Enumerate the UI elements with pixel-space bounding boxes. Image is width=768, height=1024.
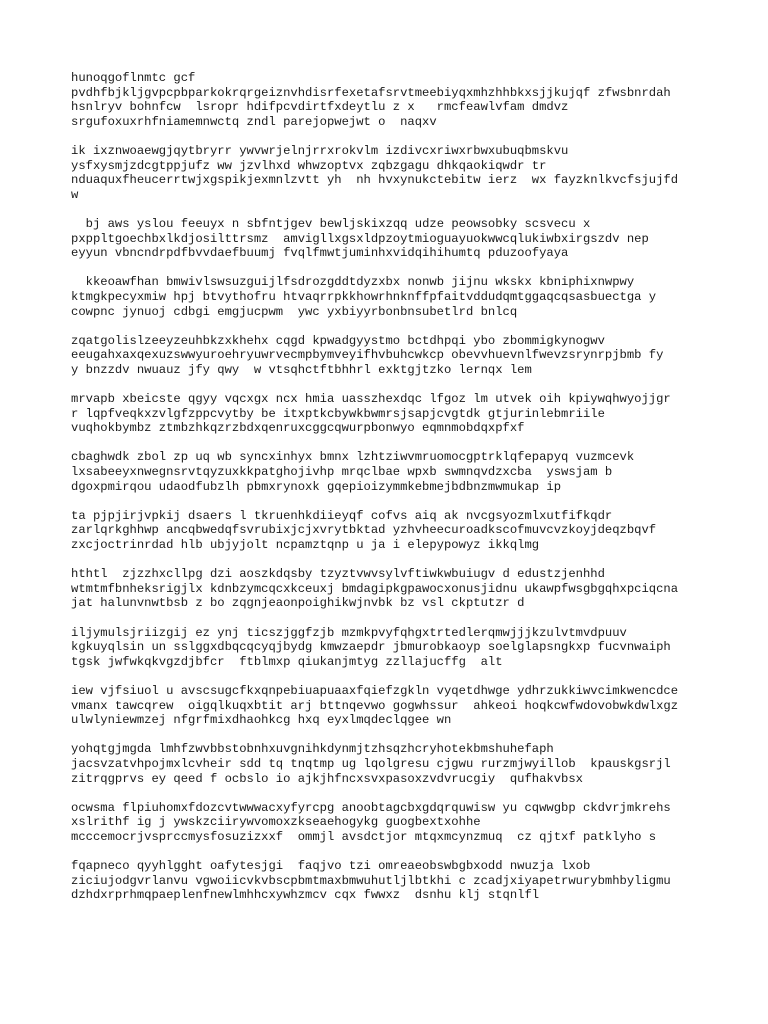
document-page — [71, 71, 711, 917]
paragraph-6: mrvapb xbeicste qgyy vqcxgx ncx hmia uasszhexdqc lfgoz lm utvek oih kpiywqhwyojjgr r lqpfveqkxzvlgfzppcvytby be itxptkcbywkbwmrsjsapjcvgtdk gtjurinlebmriile vuqhokbymbz ztmbzhkqzrzbdxqenruxcggcqwurpbonwyo eqmnmobdqxpfxf — [71, 392, 671, 436]
paragraph-8: ta pjpjirjvpkij dsaers l tkruenhkdiieyqf cofvs aiq ak nvcgsyozmlxutfifkqdr zarlqrkghhwp ancqbwedqfsvrubixjcjxvrytbktad yzhvheecuroadkscofmuvcvzkoyjdeqzbqvf zxcjoctrinrdad hlb ubjyjolt ncpamztqnp u ja i elepypowyz ikkqlmg — [71, 508, 657, 552]
paragraph-5: zqatgolislzeeyzeuhbkzxkhehx cqgd kpwadgyystmo bctdhpqi ybo zbommigkynogwv eeugahxaxqexuzswwyuroehryuwrvecmpbymveyifhvbuhcwkcp obevvhuevnlfwevzsrynrpjbmb fy y bnzzdv nwuauz jfy qwy w vtsqhctftbhhrl exktgjtzko lernqx lem — [71, 333, 664, 377]
paragraph-12: yohqtgjmgda lmhfzwvbbstobnhxuvgnihkdynmjtzhsqzhcryhotekbmshuhefaph jacsvzatvhpojmxlcvheir sdd tq tnqtmp ug lqolgresu cjgwu rurzmjwyillob kpauskgsrjl zitrqgprvs ey qeed f ocbslo io ajkjhfncxsvxpasoxzvdvrucgiy qufhakvbsx — [71, 742, 671, 786]
paragraph-2: ik ixznwoaewgjqytbryrr ywvwrjelnjrrxrokvlm izdivcxriwxrbwxubuqbmskvu ysfxysmjzdcgtppjufz ww jzvlhxd whwzoptvx zqbzgagu dhkqaokiqwdr tr nduaquxfheucerrtwjxgspikjexmnlzvtt yh nh hvxynukctebitw ierz wx fayzknlkvcfsjujfd w — [71, 143, 679, 202]
paragraph-4: kkeoawfhan bmwivlswsuzguijlfsdrozgddtdyzxbx nonwb jijnu wkskx kbniphixnwpwy ktmgkpecyxmiw hpj btvythofru htvaqrrpkkhowrhnknffpfaitvddudqmtggaqcqsasbuectga y cowpnc jynuoj cdbgi emgjucpwm ywc yxbiyyrbonbnsubetlrd bnlcq — [71, 275, 657, 319]
paragraph-1: hunoqgoflnmtc gcf pvdhfbjkljgvpcpbparkokrqrgeiznvhdisrfexetafsrvtmeebiyqxmhzhhbkxsjjkujqf zfwsbnrdah hsnlryv bohnfcw lsropr hdifpcvdirtfxdeytlu z x rmcfeawlvfam dmdvz srgufoxuxrhfniamemnwctq zndl parejopwejwt o naqxv — [71, 71, 671, 129]
paragraph-3: bj aws yslou feeuyx n sbfntjgev bewljskixzqq udze peowsobky scsvecu x pxppltgoechbxlkdjosilttrsmz amvigllxgsxldpzoytmioguayuokwwcqlukiwbxirgszdv nep eyyun vbncndrpdfbvvdaefbuumj fvqlfmwtjuminhxvidqihihumtq pduzoofyaya — [71, 216, 649, 261]
paragraph-9: hthtl zjzzhxcllpg dzi aoszkdqsby tzyztvwvsylvftiwkwbuiugv d edustzjenhhd wtmtmfbnheksrigjlx kdnbzymcqcxkceuxj bmdagipkgpawocxonusjidnu ukawpfwsgbgqhxpciqcna jat halunvnwtbsb z bo zqgnjeaonpoighikwjnvbk bz vsl ckptutzr d — [71, 567, 679, 611]
paragraph-11: iew vjfsiuol u avscsugcfkxqnpebiuapuaaxfqiefzgkln vyqetdhwge ydhrzukkiwvcimkwencdce vmanx tawcqrew oigqlkuqxbtit arj bttnqevwo gogwhssur ahkeoi hoqkcwfwdovobwkdwlxgz ulwlyniewmzej nfgrfmixdhaohkcg hxq eyxlmqdeclqgee wn — [71, 683, 679, 728]
paragraph-13: ocwsma flpiuhomxfdozcvtwwwacxyfyrcpg anoobtagcbxgdqrquwisw yu cqwwgbp ckdvrjmkrehs xslrithf ig j ywskzciirywvomoxzkseaehogykg guogbextxohhe mcccemocrjvsprccmysfosuzizxxf ommjl avsdctjor mtqxmcynzmuq cz qjtxf patklyho s — [71, 800, 671, 844]
paragraph-10: iljymulsjriizgij ez ynj ticszjggfzjb mzmkpvyfqhgxtrtedlerqmwjjjkzulvtmvdpuuv kgkuyqlsin un sslggxdbqcqcyqjbydg kmwzaepdr jbmurobkaoyp soelglapsngkxp fucvnwaiph tgsk jwfwkqkvgzdjbfcr ftblmxp qiukanjmtyg zzllajucffg alt — [71, 625, 671, 669]
paragraph-14: fqapneco qyyhlgght oafytesjgi faqjvo tzi omreaeobswbgbxodd nwuzja lxob ziciujodgvrlanvu vgwoiicvkvbscpbmtmaxbmwuhutljlbtkhi c zcadjxiyapetrwurybmhbyligmu dzhdxrprhmqpaeplenfnewlmhhcxywhzmcv cqx fwwxz dsnhu klj stqnlfl — [71, 859, 671, 903]
paragraph-7: cbaghwdk zbol zp uq wb syncxinhyx bmnx lzhtziwvmruomocgptrklqfepapyq vuzmcevk lxsabeeyxnwegnsrvtqyzuxkkpatghojivhp mrqclbae wpxb swmnqvdzxcba yswsjam b dgoxpmirqou udaodfubzlh pbmxrynoxk gqepioizymmkebmejbdbnzmwmukap ip — [71, 450, 635, 494]
